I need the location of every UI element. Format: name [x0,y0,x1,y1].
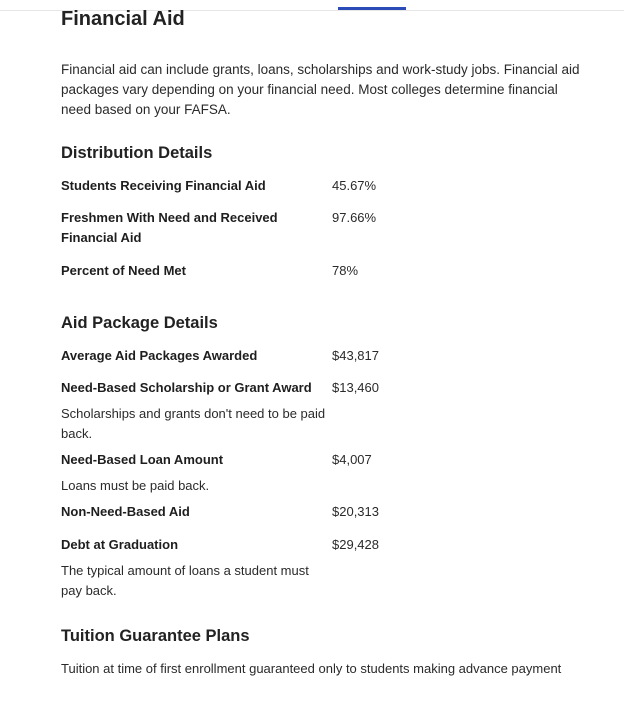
row-note: Scholarships and grants don't need to be paid back. [61,406,326,441]
tuition-text: Tuition at time of first enrollment guaranteed only to students making advance payment [61,661,562,676]
row-value: $4,007 [332,452,372,467]
row-label: Percent of Need Met [61,263,186,278]
row-label: Freshmen With Need and Received Financial Aid [61,210,278,245]
row-value: $20,313 [332,504,379,519]
row-label: Need-Based Loan Amount [61,452,224,467]
row-label: Students Receiving Financial Aid [61,178,266,193]
row-label: Average Aid Packages Awarded [61,348,258,363]
tuition-heading: Tuition Guarantee Plans [61,627,250,645]
row-value: 97.66% [332,210,377,225]
row-label: Need-Based Scholarship or Grant Award [61,380,312,395]
row-label: Debt at Graduation [61,537,179,552]
distribution-heading: Distribution Details [61,144,213,162]
row-value: $13,460 [332,380,379,395]
aid-package-heading: Aid Package Details [61,314,218,332]
active-tab-indicator [338,7,406,10]
row-note: The typical amount of loans a student must pay back. [61,563,309,598]
row-value: 45.67% [332,178,377,193]
row-value: 78% [332,263,359,278]
row-value: $43,817 [332,348,379,363]
page-title: Financial Aid [61,8,185,30]
row-label: Non-Need-Based Aid [61,504,190,519]
row-note: Loans must be paid back. [61,478,210,493]
intro-paragraph: Financial aid can include grants, loans, scholarships and work-study jobs. Financial aid packages vary depending on your financial need. Most colleges determine financial need based on your FAFSA. [61,62,580,117]
row-value: $29,428 [332,537,379,552]
